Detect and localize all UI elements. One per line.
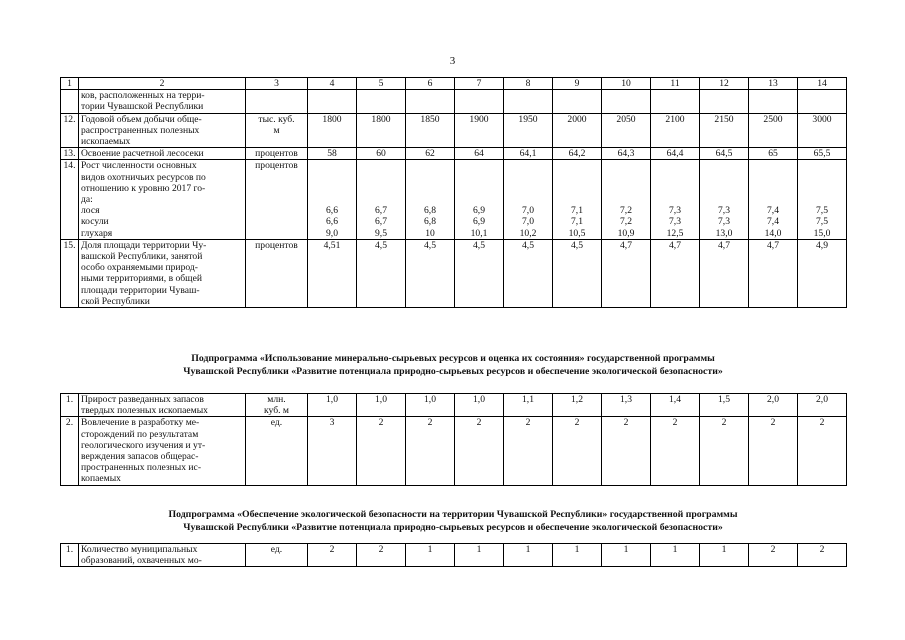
year-value bbox=[308, 90, 357, 113]
spacer bbox=[702, 183, 746, 194]
year-value: 3000 bbox=[798, 113, 847, 148]
indicator-name-line: пространенных полезных ис- bbox=[81, 462, 202, 474]
spacer bbox=[800, 183, 844, 194]
spacer bbox=[653, 183, 697, 194]
column-number: 6 bbox=[406, 78, 455, 90]
row-number bbox=[61, 90, 79, 113]
year-value-line: 13,0 bbox=[715, 227, 733, 239]
indicator-name-line: верждения запасов общерас- bbox=[81, 451, 199, 463]
year-value-line: 12,5 bbox=[666, 227, 684, 239]
spacer bbox=[555, 160, 599, 171]
year-value: 1,0 bbox=[455, 394, 504, 417]
year-value bbox=[700, 90, 749, 113]
year-value bbox=[700, 160, 749, 239]
year-value: 1 bbox=[504, 544, 553, 567]
spacer bbox=[457, 160, 501, 171]
subprogram-title-line: Подпрограмма «Использование минерально-сырьевых ресурсов и оценка их состояния» государственной программы bbox=[191, 353, 715, 364]
spacer bbox=[359, 160, 403, 171]
year-value bbox=[553, 90, 602, 113]
year-value: 4,7 bbox=[700, 239, 749, 307]
unit-line: м bbox=[273, 124, 280, 136]
spacer bbox=[702, 194, 746, 205]
column-number: 14 bbox=[798, 78, 847, 90]
row-number: 15. bbox=[61, 239, 79, 307]
year-value: 1 bbox=[602, 544, 651, 567]
year-value: 64 bbox=[455, 148, 504, 160]
year-value: 60 bbox=[357, 148, 406, 160]
year-value bbox=[651, 160, 700, 239]
column-number: 3 bbox=[246, 78, 308, 90]
year-value: 1850 bbox=[406, 113, 455, 148]
spacer bbox=[604, 194, 648, 205]
year-value: 1950 bbox=[504, 113, 553, 148]
year-value bbox=[406, 160, 455, 239]
subprogram-title-line: Чувашской Республики «Развитие потенциала природно-сырьевых ресурсов и обеспечение экологической безопасности» bbox=[183, 366, 723, 377]
year-value: 1,2 bbox=[553, 394, 602, 417]
spacer bbox=[457, 172, 501, 183]
indicator-name-line: Освоение расчетной лесосеки bbox=[81, 148, 204, 160]
indicator-name-line: видов охотничьих ресурсов по bbox=[81, 171, 206, 183]
indicator-name-line: Годовой объем добычи обще- bbox=[81, 113, 202, 125]
year-value: 1,0 bbox=[357, 394, 406, 417]
year-value: 2 bbox=[455, 417, 504, 485]
year-value-line: 6,9 bbox=[473, 216, 485, 228]
unit-line: процентов bbox=[255, 160, 298, 172]
subprogram-title-line: Чувашской Республики «Развитие потенциала природно-сырьевых ресурсов и обеспечение экологической безопасности» bbox=[183, 522, 723, 533]
spacer bbox=[359, 183, 403, 194]
indicator-name-line: площади территории Чуваш- bbox=[81, 284, 200, 296]
unit-of-measure bbox=[246, 417, 308, 485]
year-value: 1 bbox=[700, 544, 749, 567]
year-value: 4,7 bbox=[651, 239, 700, 307]
year-value: 1,5 bbox=[700, 394, 749, 417]
year-value: 65 bbox=[749, 148, 798, 160]
subprogram-title-mineral bbox=[60, 352, 846, 378]
ecology-indicators-table bbox=[60, 543, 847, 567]
year-value: 1,3 bbox=[602, 394, 651, 417]
column-number: 4 bbox=[308, 78, 357, 90]
year-value: 1 bbox=[406, 544, 455, 567]
column-number-row bbox=[61, 78, 847, 90]
indicator-name-line: Вовлечение в разработку ме- bbox=[81, 417, 200, 429]
spacer bbox=[751, 172, 795, 183]
page-number: 3 bbox=[449, 55, 456, 67]
row-number: 12. bbox=[61, 113, 79, 148]
indicator-name bbox=[79, 239, 246, 307]
spacer bbox=[751, 194, 795, 205]
indicator-name bbox=[79, 394, 246, 417]
spacer bbox=[408, 172, 452, 183]
year-value: 2 bbox=[357, 544, 406, 567]
year-value: 2 bbox=[749, 544, 798, 567]
table-row bbox=[61, 239, 847, 307]
table-row bbox=[61, 394, 847, 417]
indicator-name-line: копаемых bbox=[81, 473, 121, 485]
year-value: 1900 bbox=[455, 113, 504, 148]
year-value: 64,5 bbox=[700, 148, 749, 160]
subprogram-title-line: Подпрограмма «Обеспечение экологической безопасности на территории Чувашской Республики» государственной программы bbox=[168, 509, 738, 520]
year-value: 58 bbox=[308, 148, 357, 160]
year-value bbox=[798, 160, 847, 239]
subprogram-title-ecology bbox=[60, 508, 846, 534]
year-value: 2 bbox=[749, 417, 798, 485]
year-value: 2 bbox=[406, 417, 455, 485]
year-value: 64,2 bbox=[553, 148, 602, 160]
year-value bbox=[798, 90, 847, 113]
spacer bbox=[653, 160, 697, 171]
indicator-name-line: Рост численности основных bbox=[81, 160, 197, 172]
table-row bbox=[61, 90, 847, 113]
year-value bbox=[602, 90, 651, 113]
table-row bbox=[61, 417, 847, 485]
year-value bbox=[308, 160, 357, 239]
spacer bbox=[800, 160, 844, 171]
unit-of-measure bbox=[246, 544, 308, 567]
indicator-name-line: глухаря bbox=[81, 227, 113, 239]
indicator-name bbox=[79, 160, 246, 239]
indicator-name-line: отношению к уровню 2017 го- bbox=[81, 182, 206, 194]
unit-line: млн. bbox=[267, 394, 286, 405]
year-value: 2 bbox=[504, 417, 553, 485]
year-value-line: 9,5 bbox=[375, 227, 387, 239]
year-value: 64,1 bbox=[504, 148, 553, 160]
unit-line: куб. м bbox=[264, 405, 289, 417]
year-value: 1 bbox=[651, 544, 700, 567]
unit-of-measure bbox=[246, 90, 308, 113]
column-number: 10 bbox=[602, 78, 651, 90]
year-value-line: 7,4 bbox=[767, 216, 779, 228]
year-value: 2 bbox=[308, 544, 357, 567]
year-value: 64,4 bbox=[651, 148, 700, 160]
indicator-name-line: ков, расположенных на терри- bbox=[81, 90, 205, 102]
year-value bbox=[553, 160, 602, 239]
indicator-name-line: особо охраняемыми природ- bbox=[81, 262, 198, 274]
year-value bbox=[455, 90, 504, 113]
spacer bbox=[702, 160, 746, 171]
spacer bbox=[604, 183, 648, 194]
indicator-name-line: ископаемых bbox=[81, 136, 131, 148]
spacer bbox=[408, 183, 452, 194]
year-value bbox=[749, 160, 798, 239]
year-value bbox=[357, 160, 406, 239]
indicator-name-line: Количество муниципальных bbox=[81, 544, 198, 555]
year-value: 1,1 bbox=[504, 394, 553, 417]
column-number: 12 bbox=[700, 78, 749, 90]
year-value-line: 10,5 bbox=[568, 227, 586, 239]
year-value: 4,51 bbox=[308, 239, 357, 307]
year-value: 1,4 bbox=[651, 394, 700, 417]
year-value-line: 6,6 bbox=[326, 216, 338, 228]
year-value-line: 7,3 bbox=[718, 205, 730, 217]
year-value bbox=[504, 160, 553, 239]
column-number: 2 bbox=[79, 78, 246, 90]
spacer bbox=[457, 183, 501, 194]
indicator-name bbox=[79, 148, 246, 160]
year-value-line: 7,3 bbox=[669, 205, 681, 217]
unit-of-measure bbox=[246, 394, 308, 417]
spacer bbox=[359, 194, 403, 205]
spacer bbox=[800, 194, 844, 205]
year-value-line: 7,5 bbox=[816, 216, 828, 228]
row-number: 1. bbox=[61, 394, 79, 417]
spacer bbox=[506, 172, 550, 183]
year-value: 2000 bbox=[553, 113, 602, 148]
indicator-name-line: ской Республики bbox=[81, 295, 150, 307]
mineral-indicators-table bbox=[60, 393, 847, 486]
table-row bbox=[61, 148, 847, 160]
indicator-name-line: тории Чувашской Республики bbox=[81, 101, 204, 113]
year-value: 4,5 bbox=[504, 239, 553, 307]
unit-line: процентов bbox=[255, 148, 298, 160]
year-value-line: 10 bbox=[425, 227, 435, 239]
year-value: 4,7 bbox=[749, 239, 798, 307]
year-value: 2 bbox=[700, 417, 749, 485]
year-value: 62 bbox=[406, 148, 455, 160]
indicator-name-line: да: bbox=[81, 194, 93, 206]
year-value bbox=[455, 160, 504, 239]
indicator-name-line: сторождений по результатам bbox=[81, 428, 199, 440]
year-value-line: 6,6 bbox=[326, 205, 338, 217]
year-value-line: 9,0 bbox=[326, 227, 338, 239]
year-value: 2 bbox=[602, 417, 651, 485]
spacer bbox=[751, 183, 795, 194]
year-value bbox=[406, 90, 455, 113]
row-number: 2. bbox=[61, 417, 79, 485]
year-value-line: 10,9 bbox=[617, 227, 635, 239]
year-value-line: 7,3 bbox=[669, 216, 681, 228]
year-value-line: 15,0 bbox=[813, 227, 831, 239]
spacer bbox=[408, 194, 452, 205]
year-value: 1 bbox=[455, 544, 504, 567]
year-value: 2050 bbox=[602, 113, 651, 148]
year-value-line: 7,3 bbox=[718, 216, 730, 228]
year-value-line: 7,4 bbox=[767, 205, 779, 217]
year-value: 4,5 bbox=[455, 239, 504, 307]
indicator-name bbox=[79, 113, 246, 148]
year-value: 64,3 bbox=[602, 148, 651, 160]
year-value bbox=[749, 90, 798, 113]
indicator-name-line: распространенных полезных bbox=[81, 124, 200, 136]
year-value-line: 7,2 bbox=[620, 216, 632, 228]
spacer bbox=[506, 183, 550, 194]
spacer bbox=[555, 194, 599, 205]
spacer bbox=[751, 160, 795, 171]
year-value-line: 6,9 bbox=[473, 205, 485, 217]
year-value-line: 14,0 bbox=[764, 227, 782, 239]
indicator-name-line: геологического изучения и ут- bbox=[81, 439, 206, 451]
year-value: 2 bbox=[357, 417, 406, 485]
spacer bbox=[359, 172, 403, 183]
year-value: 2,0 bbox=[798, 394, 847, 417]
year-value-line: 7,1 bbox=[571, 216, 583, 228]
indicator-name-line: лося bbox=[81, 205, 100, 217]
year-value: 2 bbox=[798, 417, 847, 485]
year-value: 1 bbox=[553, 544, 602, 567]
year-value-line: 6,8 bbox=[424, 216, 436, 228]
indicator-name-line: Доля площади территории Чу- bbox=[81, 239, 207, 251]
unit-line: ед. bbox=[270, 417, 283, 429]
table-row bbox=[61, 160, 847, 239]
year-value: 2100 bbox=[651, 113, 700, 148]
indicator-name bbox=[79, 417, 246, 485]
year-value-line: 7,2 bbox=[620, 205, 632, 217]
spacer bbox=[310, 183, 354, 194]
unit-of-measure bbox=[246, 239, 308, 307]
year-value: 4,5 bbox=[553, 239, 602, 307]
year-value bbox=[357, 90, 406, 113]
year-value: 2 bbox=[798, 544, 847, 567]
indicator-name-line: Прирост разведанных запасов bbox=[81, 394, 204, 405]
year-value: 4,5 bbox=[357, 239, 406, 307]
year-value-line: 7,0 bbox=[522, 205, 534, 217]
table-row bbox=[61, 544, 847, 567]
spacer bbox=[408, 160, 452, 171]
unit-line: ед. bbox=[270, 544, 283, 555]
spacer bbox=[653, 194, 697, 205]
year-value: 1800 bbox=[357, 113, 406, 148]
year-value: 2150 bbox=[700, 113, 749, 148]
year-value-line: 6,8 bbox=[424, 205, 436, 217]
spacer bbox=[702, 172, 746, 183]
spacer bbox=[457, 194, 501, 205]
indicator-name-line: косули bbox=[81, 216, 109, 228]
year-value-line: 6,7 bbox=[375, 216, 387, 228]
year-value: 2 bbox=[553, 417, 602, 485]
indicator-name bbox=[79, 544, 246, 567]
year-value bbox=[651, 90, 700, 113]
year-value: 2,0 bbox=[749, 394, 798, 417]
year-value: 2 bbox=[651, 417, 700, 485]
year-value-line: 10,1 bbox=[470, 227, 488, 239]
year-value-line: 7,0 bbox=[522, 216, 534, 228]
indicator-name-line: образований, охваченных мо- bbox=[81, 555, 202, 567]
indicator-name-line: вашской Республики, занятой bbox=[81, 251, 203, 263]
spacer bbox=[604, 172, 648, 183]
year-value: 1800 bbox=[308, 113, 357, 148]
indicator-name-line: твердых полезных ископаемых bbox=[81, 405, 208, 417]
unit-line: процентов bbox=[255, 239, 298, 251]
spacer bbox=[653, 172, 697, 183]
unit-line: тыс. куб. bbox=[258, 113, 295, 125]
column-number: 8 bbox=[504, 78, 553, 90]
unit-of-measure bbox=[246, 148, 308, 160]
table-row bbox=[61, 113, 847, 148]
year-value-line: 7,5 bbox=[816, 205, 828, 217]
year-value bbox=[602, 160, 651, 239]
spacer bbox=[555, 172, 599, 183]
year-value: 4,9 bbox=[798, 239, 847, 307]
year-value: 4,7 bbox=[602, 239, 651, 307]
spacer bbox=[604, 160, 648, 171]
spacer bbox=[310, 160, 354, 171]
spacer bbox=[310, 194, 354, 205]
column-number: 11 bbox=[651, 78, 700, 90]
unit-of-measure bbox=[246, 160, 308, 239]
spacer bbox=[800, 172, 844, 183]
year-value-line: 6,7 bbox=[375, 205, 387, 217]
year-value: 2500 bbox=[749, 113, 798, 148]
column-number: 1 bbox=[61, 78, 79, 90]
indicator-name bbox=[79, 90, 246, 113]
year-value-line: 7,1 bbox=[571, 205, 583, 217]
indicators-table bbox=[60, 77, 847, 308]
year-value bbox=[504, 90, 553, 113]
row-number: 14. bbox=[61, 160, 79, 239]
year-value: 1,0 bbox=[406, 394, 455, 417]
column-number: 5 bbox=[357, 78, 406, 90]
year-value: 1,0 bbox=[308, 394, 357, 417]
year-value: 3 bbox=[308, 417, 357, 485]
year-value: 65,5 bbox=[798, 148, 847, 160]
indicator-name-line: ными территориями, в общей bbox=[81, 273, 202, 285]
year-value-line: 10,2 bbox=[519, 227, 537, 239]
year-value: 4,5 bbox=[406, 239, 455, 307]
row-number: 13. bbox=[61, 148, 79, 160]
spacer bbox=[310, 172, 354, 183]
column-number: 7 bbox=[455, 78, 504, 90]
unit-of-measure bbox=[246, 113, 308, 148]
spacer bbox=[506, 194, 550, 205]
column-number: 9 bbox=[553, 78, 602, 90]
spacer bbox=[555, 183, 599, 194]
column-number: 13 bbox=[749, 78, 798, 90]
row-number: 1. bbox=[61, 544, 79, 567]
spacer bbox=[506, 160, 550, 171]
